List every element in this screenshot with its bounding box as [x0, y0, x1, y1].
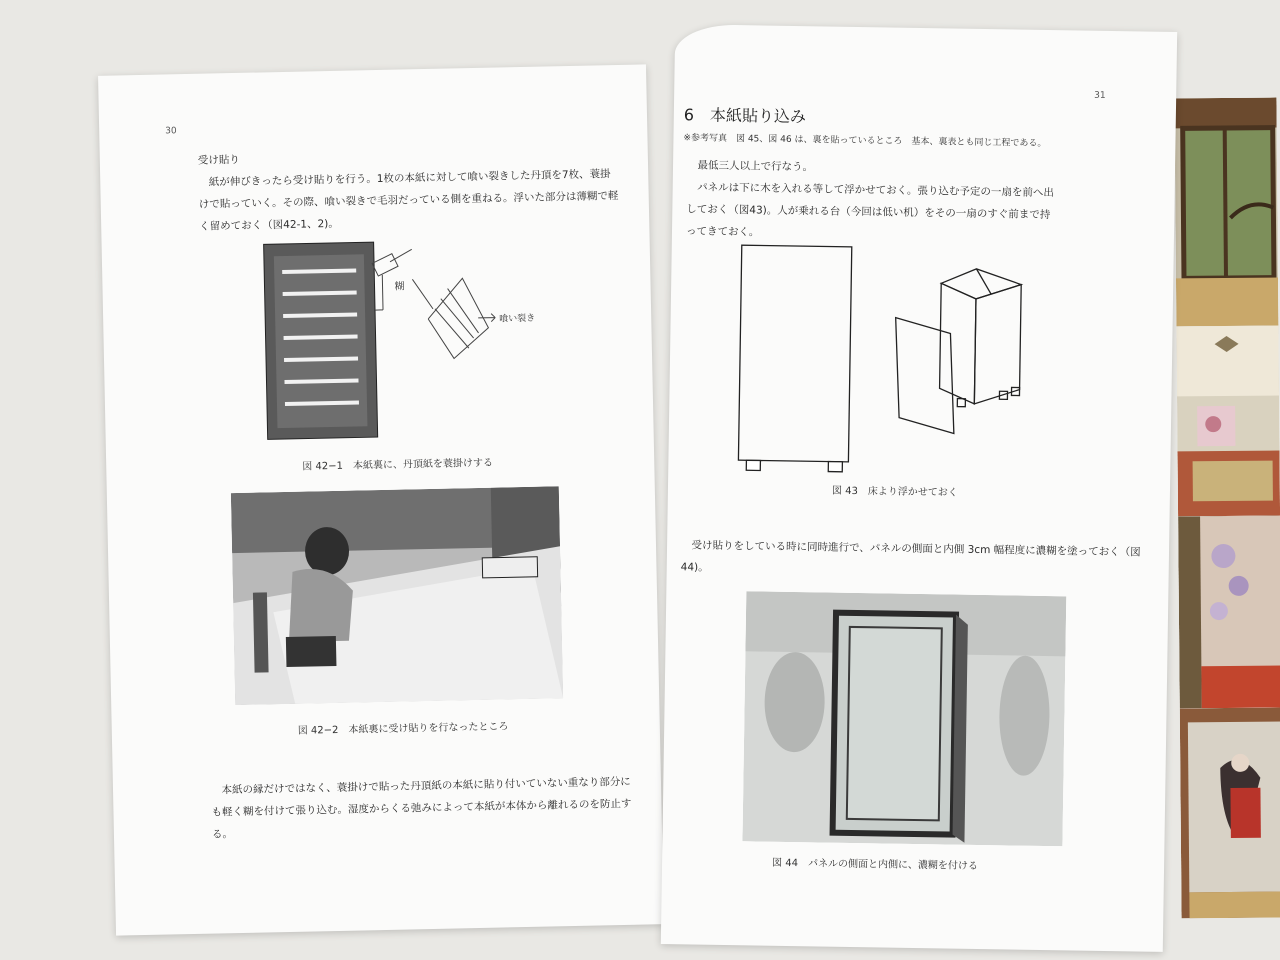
page-number: 30 — [165, 126, 177, 137]
figure-44-caption: 図 44 パネルの側面と内側に、濃糊を付ける — [772, 857, 979, 872]
left-page — [98, 64, 664, 935]
figure-44-photo — [742, 591, 1066, 846]
label-tear: 喰い裂き — [499, 313, 536, 325]
figure-42-1-caption: 図 42−1 本紙裏に、丹頂紙を蓑掛けする — [302, 457, 494, 473]
figure-42-2-photo — [231, 486, 563, 705]
section-title: 6 本紙貼り込み — [683, 105, 807, 127]
adjacent-book-photos — [1168, 98, 1280, 919]
paragraph: 最低三人以上で行なう。 — [697, 159, 814, 174]
page-number: 31 — [1094, 90, 1106, 101]
paragraph: 紙が伸びきったら受け貼りを行う。1枚の本紙に対して喰い裂きした丹頂を7枚、蓑掛けで貼っていく。その際、喰い裂きで毛羽だっている側を重ねる。浮いた部分は薄糊で軽く留めておく（図42-1、2)。 — [198, 168, 619, 233]
photo-wisteria-panel — [1178, 516, 1280, 709]
paragraph: 本紙の縁だけではなく、蓑掛けで貼った丹頂紙の本紙に貼り付いていない重なり部分にも軽く糊を付けて張り込む。湿度からくる弛みによって本紙が本体から離れるのを防止する。 — [211, 775, 632, 841]
label-paste: 糊 — [394, 281, 405, 293]
figure-42-1-diagram — [262, 236, 566, 442]
photo-hall-with-screen — [1176, 326, 1280, 517]
photo-folding-screen-painting — [1180, 708, 1280, 919]
right-page — [661, 24, 1177, 952]
reference-note: ※参考写真 図 45、図 46 は、裏を貼っているところ 基本、裏表とも同じ工程である。 — [683, 133, 1047, 149]
figure-43-caption: 図 43 床より浮かせておく — [831, 485, 958, 499]
paragraph: 受け貼りをしている時に同時進行で、パネルの側面と内側 3cm 幅程度に濃糊を塗っておく（図 44)。 — [680, 539, 1141, 574]
figure-43-diagram — [728, 235, 1052, 480]
subheading: 受け貼り — [197, 153, 240, 167]
photo-tatami-room-window — [1174, 98, 1278, 327]
figure-42-2-caption: 図 42−2 本紙裏に受け貼りを行なったところ — [297, 721, 509, 737]
paragraph: パネルは下に木を入れる等して浮かせておく。張り込む予定の一扇を前へ出しておく（図43)。人が乗れる台（今回は低い机）をその一扇のすぐ前まで持ってきておく。 — [685, 181, 1055, 239]
